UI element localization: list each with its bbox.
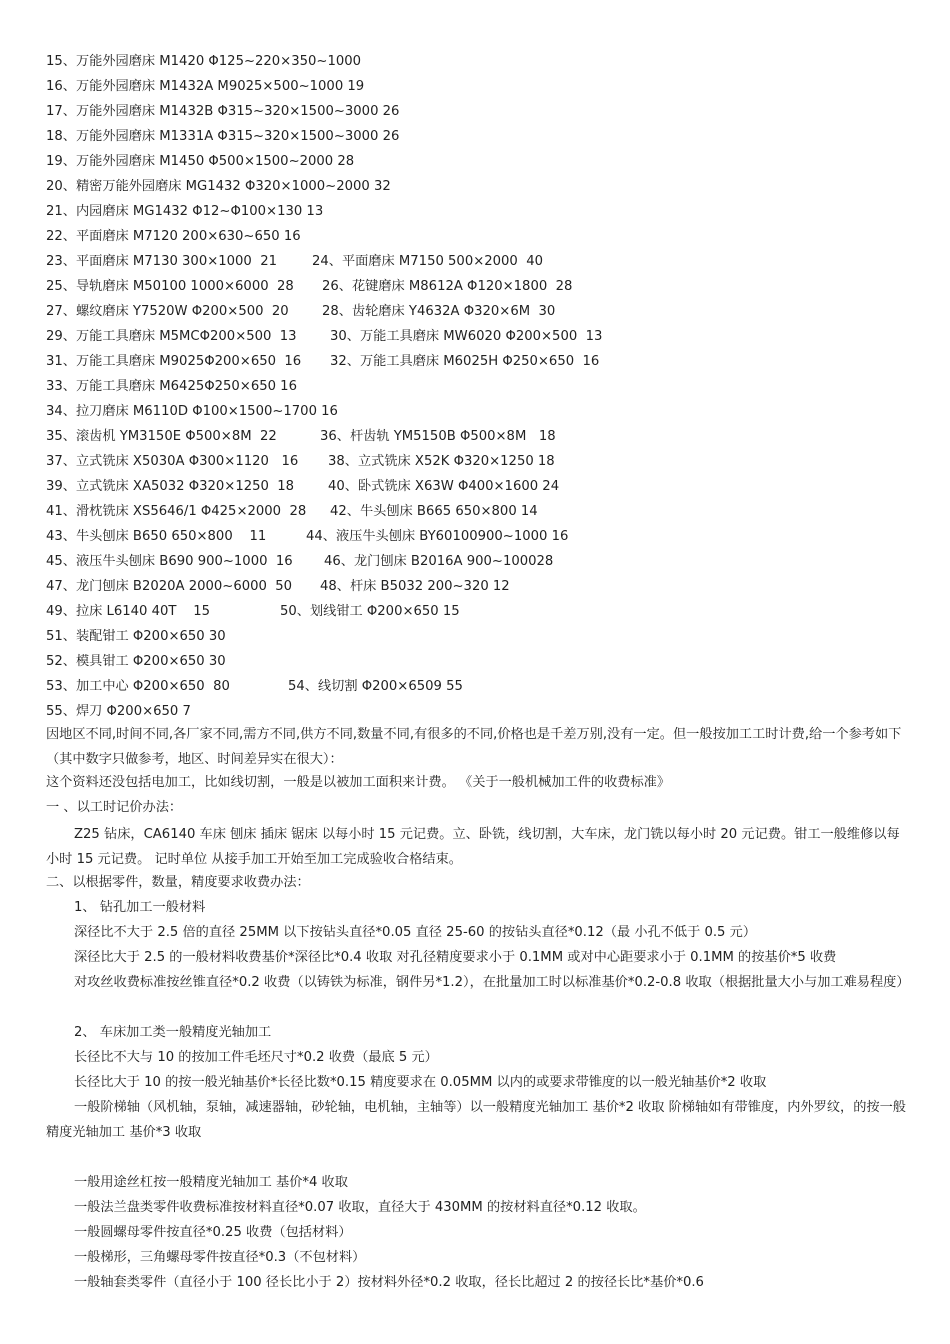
paragraph-note: 这个资料还没包括电加工，比如线切割，一般是以被加工面积来计费。 《关于一般机械加工件的收费标准》 (46, 775, 671, 790)
list-item: 45、液压牛头刨床 B690 900~1000 16 (46, 554, 293, 569)
list-item: 46、龙门刨床 B2016A 900~100028 (324, 554, 554, 569)
list-item: 18、万能外园磨床 M1331A Φ315~320×1500~3000 26 (46, 129, 400, 144)
stepped-shaft-rule: 一般阶梯轴（风机轴，泵轴，减速器轴，砂轮轴，电机轴，主轴等）以一般精度光轴加工 基价*2 收取 阶梯轴如有带锥度，内外罗纹，的按一般精度光轴加工 基价*3 收取 (46, 1100, 906, 1140)
sleeve-part-rule: 一般轴套类零件（直径小于 100 径长比小于 2）按材料外径*0.2 收取，径长比超过 2 的按径长比*基价*0.6 (74, 1275, 704, 1290)
list-item: 23、平面磨床 M7130 300×1000 21 (46, 254, 277, 269)
list-item: 24、平面磨床 M7150 500×2000 40 (312, 254, 543, 269)
flange-rule: 一般法兰盘类零件收费标准按材料直径*0.07 收取，直径大于 430MM 的按材料直径*0.12 收取。 (74, 1200, 646, 1215)
section-heading-1: 一 、以工时记价办法： (46, 800, 183, 815)
turning-rule-1: 长径比不大与 10 的按加工件毛坯尺寸*0.2 收费（最底 5 元） (74, 1050, 438, 1065)
list-item: 27、螺纹磨床 Y7520W Φ200×500 20 (46, 304, 289, 319)
list-item: 42、牛头刨床 B665 650×800 14 (330, 504, 538, 519)
turning-rule-2: 长径比大于 10 的按一般光轴基价*长径比数*0.15 精度要求在 0.05MM 以内的或要求带锥度的以一般光轴基价*2 收取 (74, 1075, 767, 1090)
lead-screw-rule: 一般用途丝杠按一般精度光轴加工 基价*4 收取 (74, 1175, 348, 1190)
section-heading-2: 二、以根据零件，数量，精度要求收费办法： (46, 875, 310, 890)
drilling-rule-1: 深径比不大于 2.5 倍的直径 25MM 以下按钻头直径*0.05 直径 25-60 的按钻头直径*0.12（最 小孔不低于 0.5 元） (74, 925, 757, 940)
paragraph-intro: 因地区不同,时间不同,各厂家不同,需方不同,供方不同,数量不同,有很多的不同,价格也是千差万别,没有一定。但一般按加工工时计费,给一个参考如下（其中数字只做参考，地区、时间差异实在很大）： (46, 727, 902, 767)
drilling-rule-2: 深径比大于 2.5 的一般材料收费基价*深径比*0.4 收取 对孔径精度要求小于 0.1MM 或对中心距要求小于 0.1MM 的按基价*5 收费 (74, 950, 837, 965)
list-item: 26、花键磨床 M8612A Φ120×1800 28 (322, 279, 573, 294)
tapping-rule: 对攻丝收费标准按丝锥直径*0.2 收费（以铸铁为标准，钢件另*1.2），在批量加工时以标准基价*0.2-0.8 收取（根据批量大小与加工难易程度） (74, 975, 910, 990)
list-item: 43、牛头刨床 B650 650×800 11 (46, 529, 267, 544)
list-item: 30、万能工具磨床 MW6020 Φ200×500 13 (330, 329, 603, 344)
list-item: 21、内园磨床 MG1432 Φ12~Φ100×130 13 (46, 204, 324, 219)
list-item: 20、精密万能外园磨床 MG1432 Φ320×1000~2000 32 (46, 179, 391, 194)
list-item: 34、拉刀磨床 M6110D Φ100×1500~1700 16 (46, 404, 338, 419)
subheading-turning: 2、 车床加工类一般精度光轴加工 (74, 1025, 272, 1040)
list-item: 17、万能外园磨床 M1432B Φ315~320×1500~3000 26 (46, 104, 400, 119)
list-item: 49、拉床 L6140 40T 15 (46, 604, 211, 619)
list-item: 35、滚齿机 YM3150E Φ500×8M 22 (46, 429, 277, 444)
list-item: 41、滑枕铣床 XS5646/1 Φ425×2000 28 (46, 504, 307, 519)
list-item: 16、万能外园磨床 M1432A M9025×500~1000 19 (46, 79, 365, 94)
list-item: 51、装配钳工 Φ200×650 30 (46, 629, 226, 644)
list-item: 53、加工中心 Φ200×650 80 (46, 679, 230, 694)
list-item: 28、齿轮磨床 Y4632A Φ320×6M 30 (322, 304, 556, 319)
list-item: 37、立式铣床 X5030A Φ300×1120 16 (46, 454, 299, 469)
list-item: 25、导轨磨床 M50100 1000×6000 28 (46, 279, 294, 294)
round-nut-rule: 一般圆螺母零件按直径*0.25 收费（包括材料） (74, 1225, 352, 1240)
list-item: 33、万能工具磨床 M6425Φ250×650 16 (46, 379, 297, 394)
list-item: 48、杆床 B5032 200~320 12 (320, 579, 510, 594)
trapezoid-nut-rule: 一般梯形，三角螺母零件按直径*0.3（不包材料） (74, 1250, 366, 1265)
list-item: 19、万能外园磨床 M1450 Φ500×1500~2000 28 (46, 154, 355, 169)
subheading-drilling: 1、 钻孔加工一般材料 (74, 900, 206, 915)
paragraph-hourly-rates: Z25 钻床，CA6140 车床 刨床 插床 锯床 以每小时 15 元记费。立、卧铣，线切割，大车床，龙门铣以每小时 20 元记费。钳工一般维修以每小时 15 元记费。 记时单位 从接手加工开始至加工完成验收合格结束。 (46, 827, 900, 867)
list-item: 22、平面磨床 M7120 200×630~650 16 (46, 229, 301, 244)
list-item: 55、焊刀 Φ200×650 7 (46, 704, 191, 719)
list-item: 39、立式铣床 XA5032 Φ320×1250 18 (46, 479, 295, 494)
list-item: 32、万能工具磨床 M6025H Φ250×650 16 (330, 354, 600, 369)
list-item: 38、立式铣床 X52K Φ320×1250 18 (328, 454, 555, 469)
list-item: 15、万能外园磨床 M1420 Φ125~220×350~1000 (46, 54, 362, 69)
list-item: 44、液压牛头刨床 BY60100900~1000 16 (306, 529, 569, 544)
list-item: 31、万能工具磨床 M9025Φ200×650 16 (46, 354, 302, 369)
list-item: 40、卧式铣床 X63W Φ400×1600 24 (328, 479, 560, 494)
list-item: 50、划线钳工 Φ200×650 15 (280, 604, 460, 619)
list-item: 47、龙门刨床 B2020A 2000~6000 50 (46, 579, 293, 594)
list-item: 36、杆齿轨 YM5150B Φ500×8M 18 (320, 429, 556, 444)
list-item: 52、模具钳工 Φ200×650 30 (46, 654, 226, 669)
list-item: 29、万能工具磨床 M5MCΦ200×500 13 (46, 329, 297, 344)
list-item: 54、线切割 Φ200×6509 55 (288, 679, 463, 694)
